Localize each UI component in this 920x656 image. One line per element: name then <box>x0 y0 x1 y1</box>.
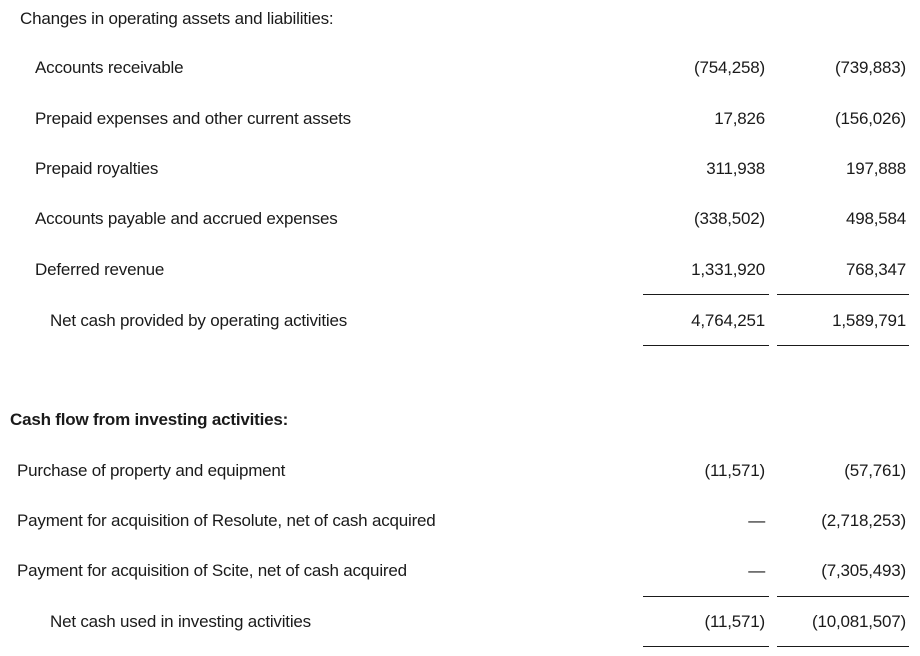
table-row <box>0 104 920 134</box>
investing-heading-row <box>0 405 920 435</box>
prior-year-value: (739,883) <box>835 58 906 77</box>
subtotal-rule <box>643 294 769 295</box>
subtotal-rule <box>643 596 769 597</box>
prior-year-value: 498,584 <box>845 209 906 228</box>
prior-year-value: (57,761) <box>844 461 906 480</box>
row-label: Purchase of property and equipment <box>17 461 286 480</box>
current-year-value: 311,938 <box>706 159 765 178</box>
row-label: Accounts receivable <box>35 58 184 77</box>
row-label: Prepaid royalties <box>35 159 159 178</box>
table-row <box>0 204 920 234</box>
table-row <box>0 53 920 83</box>
subtotal-rule <box>777 294 909 295</box>
prior-year-total: 1,589,791 <box>832 311 906 330</box>
table-row <box>0 154 920 184</box>
total-row <box>0 607 920 637</box>
operating-changes-heading-row <box>0 4 920 34</box>
total-rule <box>643 345 769 346</box>
current-year-total: (11,571) <box>704 612 765 631</box>
prior-year-total: (10,081,507) <box>811 612 906 631</box>
table-row <box>0 456 920 486</box>
total-label: Net cash provided by operating activities <box>50 311 348 330</box>
row-label: Payment for acquisition of Resolute, net of cash acquired <box>17 511 436 530</box>
prior-year-value: 768,347 <box>845 260 906 279</box>
total-rule <box>777 646 909 647</box>
current-year-value: (338,502) <box>694 209 765 228</box>
prior-year-value: (7,305,493) <box>821 561 906 580</box>
section-heading: Changes in operating assets and liabilities: <box>20 9 334 28</box>
table-row <box>0 255 920 285</box>
current-year-total: 4,764,251 <box>691 311 765 330</box>
row-label: Payment for acquisition of Scite, net of cash acquired <box>17 561 407 580</box>
prior-year-value: (2,718,253) <box>821 511 906 530</box>
table-row <box>0 506 920 536</box>
current-year-value: 17,826 <box>714 109 765 128</box>
subtotal-rule <box>777 596 909 597</box>
current-year-value: (754,258) <box>694 58 765 77</box>
table-row <box>0 556 920 586</box>
prior-year-value: (156,026) <box>835 109 906 128</box>
total-row <box>0 306 920 336</box>
current-year-value: (11,571) <box>704 461 765 480</box>
total-rule <box>777 345 909 346</box>
row-label: Prepaid expenses and other current assets <box>35 109 351 128</box>
total-label: Net cash used in investing activities <box>50 612 311 631</box>
section-heading: Cash flow from investing activities: <box>10 410 289 429</box>
current-year-value: 1,331,920 <box>691 260 765 279</box>
prior-year-value: 197,888 <box>845 159 906 178</box>
row-label: Accounts payable and accrued expenses <box>35 209 338 228</box>
current-year-value: — <box>748 561 765 580</box>
row-label: Deferred revenue <box>35 260 165 279</box>
current-year-value: — <box>748 511 765 530</box>
total-rule <box>643 646 769 647</box>
